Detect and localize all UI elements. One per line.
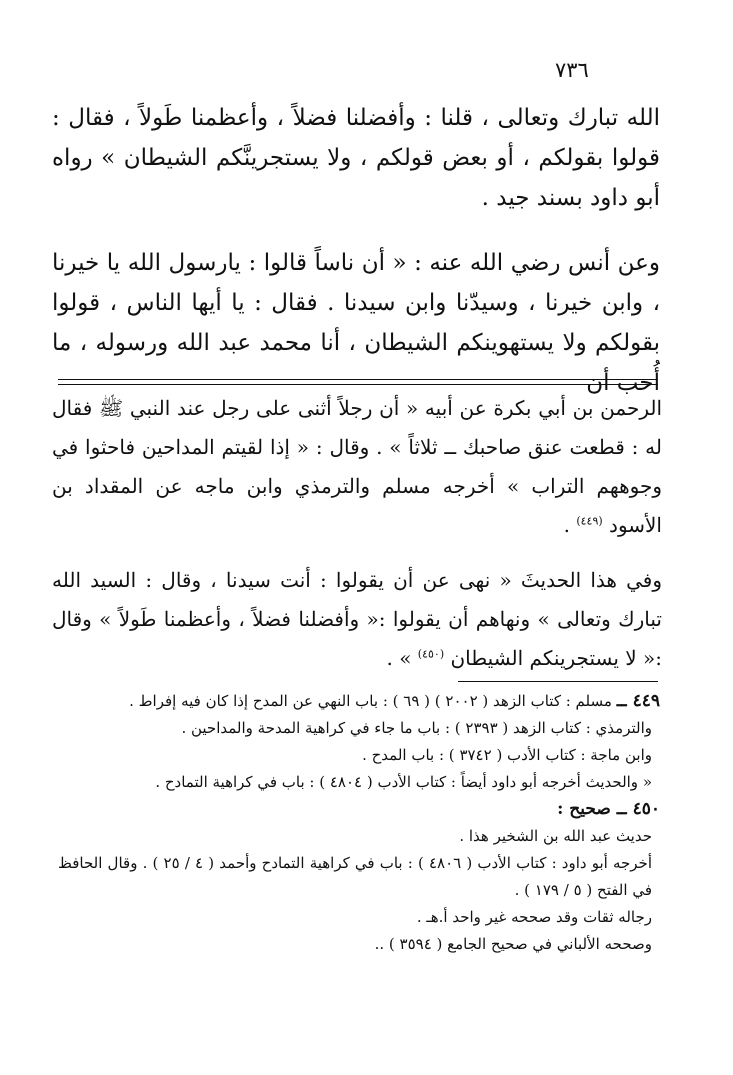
commentary-paragraph-2-end: » . (386, 646, 412, 670)
footnote-450-line-1: حديث عبد الله بن الشخير هذا . (459, 827, 652, 845)
footnote-450-line-3: رجاله ثقات وقد صححه غير واحد أ.هـ . (416, 908, 652, 926)
footnote-450-line-2: أخرجه أبو داود : كتاب الأدب ( ٤٨٠٦ ) : باب في كراهية التمادح وأحمد ( ٤ / ٢٥ ) . وقال الحافظ في الفتح ( ٥ / ١٧٩ ) . (58, 854, 652, 899)
commentary-paragraph-2 (52, 561, 662, 678)
footnote-449-number: ٤٤٩ ــ (616, 691, 660, 711)
footnote-449-line-4: « والحديث أخرجه أبو داود أيضاً : كتاب الأدب ( ٤٨٠٤ ) : باب في كراهية التمادح . (155, 773, 652, 791)
footnote-450-header: ٤٥٠ ــ صحيح : (557, 799, 660, 819)
footnote-449-line-1 (58, 688, 660, 715)
page-number: ٧٣٦ (555, 58, 589, 82)
section-divider-top (58, 379, 658, 380)
main-paragraph-2: وعن أنس رضي الله عنه : « أن ناساً قالوا : يارسول الله يا خيرنا ، وابن خيرنا ، وسيدّنا وابن سيدنا . فقال : يا أيها الناس ، قولوا بقولكم ولا يستهوينكم الشيطان ، أنا محمد عبد الله ورسوله ، ما أُحب أن (52, 250, 660, 396)
section-divider-bottom (58, 384, 658, 385)
footnotes (58, 688, 660, 958)
footnote-450-line-4: وصححه الألباني في صحيح الجامع ( ٣٥٩٤ ) .. (374, 935, 652, 953)
commentary-paragraph-1: الرحمن بن أبي بكرة عن أبيه « أن رجلاً أثنى على رجل عند النبي ﷺ فقال له : قطعت عنق صاحبك ــ ثلاثاً » . وقال : « إذا لقيتم المداحين فاحثوا في وجوههم التراب » أخرجه مسلم والترمذي وابن ماجه عن المقداد بن الأسود $^{(٤٤٩)}$ . (52, 396, 662, 537)
footnote-divider (458, 681, 658, 682)
reference-marker-450: (٤٥٠) (417, 647, 445, 661)
reference-marker-449: (٤٤٩) (576, 514, 603, 528)
commentary-paragraph-2-text: وفي هذا الحديثَ « نهى عن أن يقولوا : أنت سيدنا ، وقال : السيد الله تبارك وتعالى » ونهاهم أن يقولوا :« وأفضلنا فضلاً ، وأعظمنا طَولاً » وقال :« لا يستجرينكم الشيطان (52, 568, 662, 670)
footnote-449-line-1-text: مسلم : كتاب الزهد ( ٢٠٠٢ ) ( ٦٩ ) : باب النهي عن المدح إذا كان فيه إفراط . (129, 692, 612, 710)
main-paragraph-1: الله تبارك وتعالى ، قلنا : وأفضلنا فضلاً ، وأعظمنا طَولاً ، فقال : قولوا بقولكم ، أو بعض قولكم ، ولا يستجرينَّكم الشيطان » رواه أبو داود بسند جيد . (52, 105, 660, 211)
footnote-449-line-3: وابن ماجة : كتاب الأدب ( ٣٧٤٢ ) : باب المدح . (362, 746, 652, 764)
commentary-paragraph-1-text: الرحمن بن أبي بكرة عن أبيه « أن رجلاً أثنى على رجل عند النبي ﷺ فقال له : قطعت عنق صاحبك ــ ثلاثاً » . وقال : « إذا لقيتم المداحين فاحثوا في وجوههم التراب » أخرجه مسلم والترمذي وابن ماجه عن المقداد بن الأسود (52, 396, 662, 537)
footnote-449-line-2: والترمذي : كتاب الزهد ( ٢٣٩٣ ) : باب ما جاء في كراهية المدحة والمداحين . (181, 719, 652, 737)
